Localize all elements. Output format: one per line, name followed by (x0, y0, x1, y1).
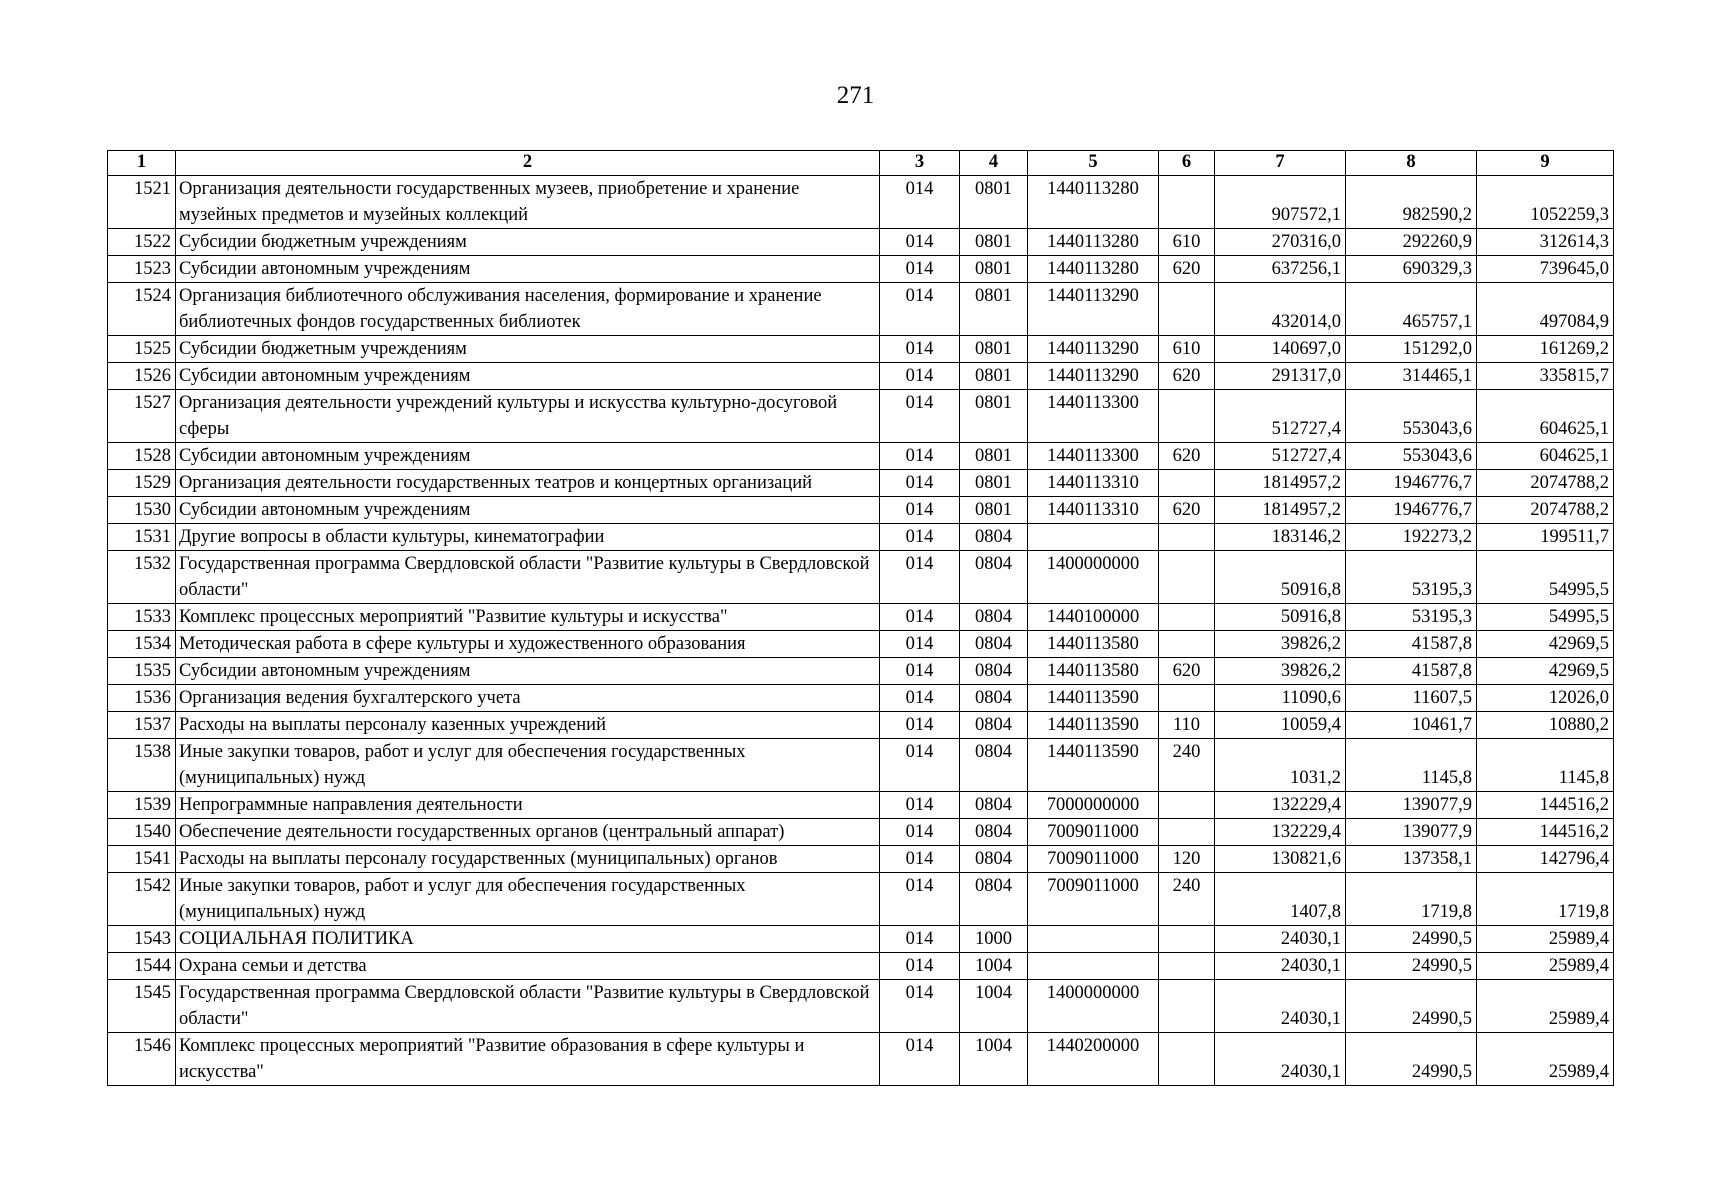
table-row (108, 631, 1614, 658)
table-row (108, 739, 1614, 792)
row-number: 1531 (108, 524, 176, 551)
amount-year-1: 140697,0 (1215, 336, 1346, 363)
ministry-code: 014 (880, 685, 960, 712)
expense-type-code: 240 (1159, 873, 1215, 926)
column-header-2: 2 (176, 151, 880, 176)
amount-year-3: 604625,1 (1477, 443, 1614, 470)
target-article-code (1028, 524, 1159, 551)
column-header-5: 5 (1028, 151, 1159, 176)
target-article-code: 1440113290 (1028, 283, 1159, 336)
amount-year-3: 739645,0 (1477, 256, 1614, 283)
item-name: Организация деятельности государственных театров и концертных организаций (176, 470, 880, 497)
ministry-code: 014 (880, 980, 960, 1033)
amount-year-1: 39826,2 (1215, 658, 1346, 685)
table-row (108, 256, 1614, 283)
header-row (108, 151, 1614, 176)
amount-year-1: 1407,8 (1215, 873, 1346, 926)
table-row (108, 390, 1614, 443)
item-name: Другие вопросы в области культуры, кинематографии (176, 524, 880, 551)
ministry-code: 014 (880, 873, 960, 926)
section-code: 1004 (960, 1033, 1028, 1086)
item-name: Комплекс процессных мероприятий "Развитие образования в сфере культуры и искусства" (176, 1033, 880, 1086)
section-code: 0801 (960, 336, 1028, 363)
budget-table (107, 150, 1614, 1086)
table-row (108, 873, 1614, 926)
amount-year-1: 130821,6 (1215, 846, 1346, 873)
table-body (108, 176, 1614, 1086)
section-code: 0804 (960, 819, 1028, 846)
amount-year-1: 1031,2 (1215, 739, 1346, 792)
section-code: 0804 (960, 873, 1028, 926)
item-name: Субсидии автономным учреждениям (176, 256, 880, 283)
amount-year-1: 24030,1 (1215, 926, 1346, 953)
amount-year-3: 199511,7 (1477, 524, 1614, 551)
target-article-code: 1440113310 (1028, 497, 1159, 524)
column-header-9: 9 (1477, 151, 1614, 176)
amount-year-3: 604625,1 (1477, 390, 1614, 443)
amount-year-1: 24030,1 (1215, 953, 1346, 980)
amount-year-3: 10880,2 (1477, 712, 1614, 739)
row-number: 1534 (108, 631, 176, 658)
item-name: Государственная программа Свердловской области "Развитие культуры в Свердловской области" (176, 980, 880, 1033)
ministry-code: 014 (880, 739, 960, 792)
expense-type-code: 110 (1159, 712, 1215, 739)
item-name: Организация деятельности государственных музеев, приобретение и хранение музейных предметов и музейных коллекций (176, 176, 880, 229)
amount-year-1: 291317,0 (1215, 363, 1346, 390)
item-name: Организация деятельности учреждений культуры и искусства культурно-досуговой сферы (176, 390, 880, 443)
ministry-code: 014 (880, 551, 960, 604)
amount-year-2: 10461,7 (1346, 712, 1477, 739)
amount-year-1: 132229,4 (1215, 792, 1346, 819)
amount-year-3: 144516,2 (1477, 792, 1614, 819)
item-name: Субсидии автономным учреждениям (176, 443, 880, 470)
ministry-code: 014 (880, 792, 960, 819)
item-name: Охрана семьи и детства (176, 953, 880, 980)
amount-year-1: 1814957,2 (1215, 470, 1346, 497)
table-row (108, 953, 1614, 980)
ministry-code: 014 (880, 283, 960, 336)
amount-year-1: 10059,4 (1215, 712, 1346, 739)
row-number: 1546 (108, 1033, 176, 1086)
amount-year-3: 42969,5 (1477, 631, 1614, 658)
target-article-code: 1440113280 (1028, 229, 1159, 256)
column-header-3: 3 (880, 151, 960, 176)
expense-type-code: 620 (1159, 497, 1215, 524)
amount-year-3: 497084,9 (1477, 283, 1614, 336)
amount-year-3: 12026,0 (1477, 685, 1614, 712)
amount-year-2: 24990,5 (1346, 926, 1477, 953)
target-article-code: 1440113590 (1028, 685, 1159, 712)
table-row (108, 363, 1614, 390)
item-name: Обеспечение деятельности государственных органов (центральный аппарат) (176, 819, 880, 846)
section-code: 0804 (960, 631, 1028, 658)
item-name: СОЦИАЛЬНАЯ ПОЛИТИКА (176, 926, 880, 953)
expense-type-code (1159, 176, 1215, 229)
target-article-code: 1440113590 (1028, 712, 1159, 739)
expense-type-code: 620 (1159, 658, 1215, 685)
table-row (108, 846, 1614, 873)
amount-year-3: 335815,7 (1477, 363, 1614, 390)
amount-year-1: 24030,1 (1215, 1033, 1346, 1086)
section-code: 0804 (960, 712, 1028, 739)
expense-type-code: 620 (1159, 443, 1215, 470)
table-row (108, 229, 1614, 256)
ministry-code: 014 (880, 497, 960, 524)
amount-year-1: 183146,2 (1215, 524, 1346, 551)
amount-year-2: 292260,9 (1346, 229, 1477, 256)
expense-type-code (1159, 631, 1215, 658)
section-code: 0801 (960, 363, 1028, 390)
item-name: Субсидии бюджетным учреждениям (176, 336, 880, 363)
amount-year-1: 1814957,2 (1215, 497, 1346, 524)
amount-year-3: 1719,8 (1477, 873, 1614, 926)
amount-year-2: 11607,5 (1346, 685, 1477, 712)
ministry-code: 014 (880, 363, 960, 390)
expense-type-code (1159, 470, 1215, 497)
amount-year-3: 144516,2 (1477, 819, 1614, 846)
table-row (108, 685, 1614, 712)
expense-type-code: 610 (1159, 336, 1215, 363)
section-code: 0801 (960, 470, 1028, 497)
amount-year-1: 907572,1 (1215, 176, 1346, 229)
amount-year-2: 139077,9 (1346, 792, 1477, 819)
ministry-code: 014 (880, 926, 960, 953)
table-row (108, 980, 1614, 1033)
target-article-code: 7009011000 (1028, 846, 1159, 873)
row-number: 1538 (108, 739, 176, 792)
amount-year-2: 1145,8 (1346, 739, 1477, 792)
target-article-code: 1440113300 (1028, 390, 1159, 443)
row-number: 1545 (108, 980, 176, 1033)
target-article-code: 1440113590 (1028, 739, 1159, 792)
item-name: Субсидии бюджетным учреждениям (176, 229, 880, 256)
table-row (108, 658, 1614, 685)
item-name: Субсидии автономным учреждениям (176, 658, 880, 685)
expense-type-code (1159, 819, 1215, 846)
ministry-code: 014 (880, 631, 960, 658)
column-header-6: 6 (1159, 151, 1215, 176)
target-article-code: 1440100000 (1028, 604, 1159, 631)
row-number: 1522 (108, 229, 176, 256)
target-article-code: 1440200000 (1028, 1033, 1159, 1086)
page-number: 271 (836, 82, 875, 109)
amount-year-3: 312614,3 (1477, 229, 1614, 256)
amount-year-2: 553043,6 (1346, 443, 1477, 470)
ministry-code: 014 (880, 1033, 960, 1086)
section-code: 0804 (960, 739, 1028, 792)
table-row (108, 926, 1614, 953)
row-number: 1537 (108, 712, 176, 739)
section-code: 0804 (960, 551, 1028, 604)
expense-type-code (1159, 685, 1215, 712)
item-name: Непрограммные направления деятельности (176, 792, 880, 819)
amount-year-3: 142796,4 (1477, 846, 1614, 873)
amount-year-2: 151292,0 (1346, 336, 1477, 363)
expense-type-code (1159, 604, 1215, 631)
amount-year-3: 2074788,2 (1477, 497, 1614, 524)
expense-type-code (1159, 283, 1215, 336)
amount-year-3: 2074788,2 (1477, 470, 1614, 497)
amount-year-1: 512727,4 (1215, 390, 1346, 443)
amount-year-2: 314465,1 (1346, 363, 1477, 390)
amount-year-2: 690329,3 (1346, 256, 1477, 283)
table-row (108, 792, 1614, 819)
target-article-code: 7000000000 (1028, 792, 1159, 819)
section-code: 0804 (960, 846, 1028, 873)
expense-type-code: 620 (1159, 256, 1215, 283)
target-article-code: 7009011000 (1028, 873, 1159, 926)
expense-type-code (1159, 551, 1215, 604)
table-row (108, 819, 1614, 846)
amount-year-2: 1719,8 (1346, 873, 1477, 926)
section-code: 0801 (960, 497, 1028, 524)
amount-year-1: 132229,4 (1215, 819, 1346, 846)
item-name: Субсидии автономным учреждениям (176, 497, 880, 524)
table-row (108, 551, 1614, 604)
section-code: 0801 (960, 256, 1028, 283)
row-number: 1542 (108, 873, 176, 926)
target-article-code: 1400000000 (1028, 551, 1159, 604)
column-header-7: 7 (1215, 151, 1346, 176)
section-code: 0801 (960, 229, 1028, 256)
expense-type-code (1159, 792, 1215, 819)
target-article-code: 1440113290 (1028, 363, 1159, 390)
row-number: 1535 (108, 658, 176, 685)
amount-year-1: 432014,0 (1215, 283, 1346, 336)
item-name: Организация библиотечного обслуживания населения, формирование и хранение библиотечных фондов государственных библиотек (176, 283, 880, 336)
amount-year-1: 512727,4 (1215, 443, 1346, 470)
amount-year-2: 24990,5 (1346, 953, 1477, 980)
table-row (108, 604, 1614, 631)
item-name: Методическая работа в сфере культуры и художественного образования (176, 631, 880, 658)
section-code: 1004 (960, 980, 1028, 1033)
ministry-code: 014 (880, 524, 960, 551)
item-name: Организация ведения бухгалтерского учета (176, 685, 880, 712)
row-number: 1543 (108, 926, 176, 953)
target-article-code: 7009011000 (1028, 819, 1159, 846)
row-number: 1528 (108, 443, 176, 470)
row-number: 1541 (108, 846, 176, 873)
amount-year-2: 1946776,7 (1346, 470, 1477, 497)
section-code: 0804 (960, 792, 1028, 819)
target-article-code: 1440113310 (1028, 470, 1159, 497)
amount-year-2: 53195,3 (1346, 604, 1477, 631)
amount-year-3: 25989,4 (1477, 980, 1614, 1033)
target-article-code: 1440113580 (1028, 658, 1159, 685)
table-row (108, 176, 1614, 229)
row-number: 1533 (108, 604, 176, 631)
expense-type-code (1159, 953, 1215, 980)
item-name: Комплекс процессных мероприятий "Развитие культуры и искусства" (176, 604, 880, 631)
item-name: Расходы на выплаты персоналу казенных учреждений (176, 712, 880, 739)
amount-year-2: 192273,2 (1346, 524, 1477, 551)
row-number: 1540 (108, 819, 176, 846)
amount-year-3: 54995,5 (1477, 551, 1614, 604)
amount-year-3: 42969,5 (1477, 658, 1614, 685)
ministry-code: 014 (880, 390, 960, 443)
amount-year-2: 139077,9 (1346, 819, 1477, 846)
target-article-code: 1440113280 (1028, 176, 1159, 229)
section-code: 1004 (960, 953, 1028, 980)
row-number: 1536 (108, 685, 176, 712)
section-code: 0801 (960, 443, 1028, 470)
section-code: 0804 (960, 604, 1028, 631)
column-header-4: 4 (960, 151, 1028, 176)
amount-year-1: 50916,8 (1215, 551, 1346, 604)
row-number: 1523 (108, 256, 176, 283)
amount-year-3: 54995,5 (1477, 604, 1614, 631)
target-article-code (1028, 953, 1159, 980)
ministry-code: 014 (880, 819, 960, 846)
amount-year-1: 11090,6 (1215, 685, 1346, 712)
amount-year-1: 39826,2 (1215, 631, 1346, 658)
amount-year-2: 1946776,7 (1346, 497, 1477, 524)
row-number: 1526 (108, 363, 176, 390)
item-name: Субсидии автономным учреждениям (176, 363, 880, 390)
amount-year-3: 25989,4 (1477, 926, 1614, 953)
item-name: Государственная программа Свердловской области "Развитие культуры в Свердловской области" (176, 551, 880, 604)
amount-year-2: 41587,8 (1346, 658, 1477, 685)
item-name: Расходы на выплаты персоналу государственных (муниципальных) органов (176, 846, 880, 873)
expense-type-code: 240 (1159, 739, 1215, 792)
target-article-code: 1440113290 (1028, 336, 1159, 363)
ministry-code: 014 (880, 470, 960, 497)
target-article-code (1028, 926, 1159, 953)
amount-year-1: 24030,1 (1215, 980, 1346, 1033)
expense-type-code: 610 (1159, 229, 1215, 256)
section-code: 0804 (960, 658, 1028, 685)
expense-type-code (1159, 390, 1215, 443)
row-number: 1539 (108, 792, 176, 819)
amount-year-2: 982590,2 (1346, 176, 1477, 229)
table-row (108, 470, 1614, 497)
expense-type-code: 120 (1159, 846, 1215, 873)
amount-year-1: 637256,1 (1215, 256, 1346, 283)
amount-year-1: 270316,0 (1215, 229, 1346, 256)
target-article-code: 1400000000 (1028, 980, 1159, 1033)
section-code: 1000 (960, 926, 1028, 953)
ministry-code: 014 (880, 712, 960, 739)
row-number: 1530 (108, 497, 176, 524)
expense-type-code (1159, 524, 1215, 551)
amount-year-2: 53195,3 (1346, 551, 1477, 604)
amount-year-2: 24990,5 (1346, 1033, 1477, 1086)
table-row (108, 336, 1614, 363)
amount-year-3: 1052259,3 (1477, 176, 1614, 229)
section-code: 0804 (960, 524, 1028, 551)
item-name: Иные закупки товаров, работ и услуг для обеспечения государственных (муниципальных) нужд (176, 873, 880, 926)
row-number: 1525 (108, 336, 176, 363)
target-article-code: 1440113300 (1028, 443, 1159, 470)
table-row (108, 1033, 1614, 1086)
row-number: 1529 (108, 470, 176, 497)
column-header-8: 8 (1346, 151, 1477, 176)
ministry-code: 014 (880, 336, 960, 363)
amount-year-1: 50916,8 (1215, 604, 1346, 631)
amount-year-3: 25989,4 (1477, 953, 1614, 980)
expense-type-code (1159, 980, 1215, 1033)
row-number: 1544 (108, 953, 176, 980)
expense-type-code: 620 (1159, 363, 1215, 390)
section-code: 0804 (960, 685, 1028, 712)
ministry-code: 014 (880, 953, 960, 980)
ministry-code: 014 (880, 846, 960, 873)
table-row (108, 497, 1614, 524)
ministry-code: 014 (880, 604, 960, 631)
ministry-code: 014 (880, 443, 960, 470)
amount-year-3: 25989,4 (1477, 1033, 1614, 1086)
section-code: 0801 (960, 283, 1028, 336)
amount-year-2: 41587,8 (1346, 631, 1477, 658)
row-number: 1527 (108, 390, 176, 443)
table-row (108, 283, 1614, 336)
item-name: Иные закупки товаров, работ и услуг для обеспечения государственных (муниципальных) нужд (176, 739, 880, 792)
column-header-1: 1 (108, 151, 176, 176)
expense-type-code (1159, 926, 1215, 953)
section-code: 0801 (960, 176, 1028, 229)
amount-year-2: 465757,1 (1346, 283, 1477, 336)
row-number: 1524 (108, 283, 176, 336)
target-article-code: 1440113280 (1028, 256, 1159, 283)
row-number: 1532 (108, 551, 176, 604)
row-number: 1521 (108, 176, 176, 229)
amount-year-3: 1145,8 (1477, 739, 1614, 792)
target-article-code: 1440113580 (1028, 631, 1159, 658)
section-code: 0801 (960, 390, 1028, 443)
amount-year-2: 24990,5 (1346, 980, 1477, 1033)
ministry-code: 014 (880, 229, 960, 256)
ministry-code: 014 (880, 658, 960, 685)
amount-year-2: 137358,1 (1346, 846, 1477, 873)
amount-year-2: 553043,6 (1346, 390, 1477, 443)
table-row (108, 443, 1614, 470)
ministry-code: 014 (880, 256, 960, 283)
ministry-code: 014 (880, 176, 960, 229)
table-row (108, 524, 1614, 551)
expense-type-code (1159, 1033, 1215, 1086)
table-row (108, 712, 1614, 739)
amount-year-3: 161269,2 (1477, 336, 1614, 363)
